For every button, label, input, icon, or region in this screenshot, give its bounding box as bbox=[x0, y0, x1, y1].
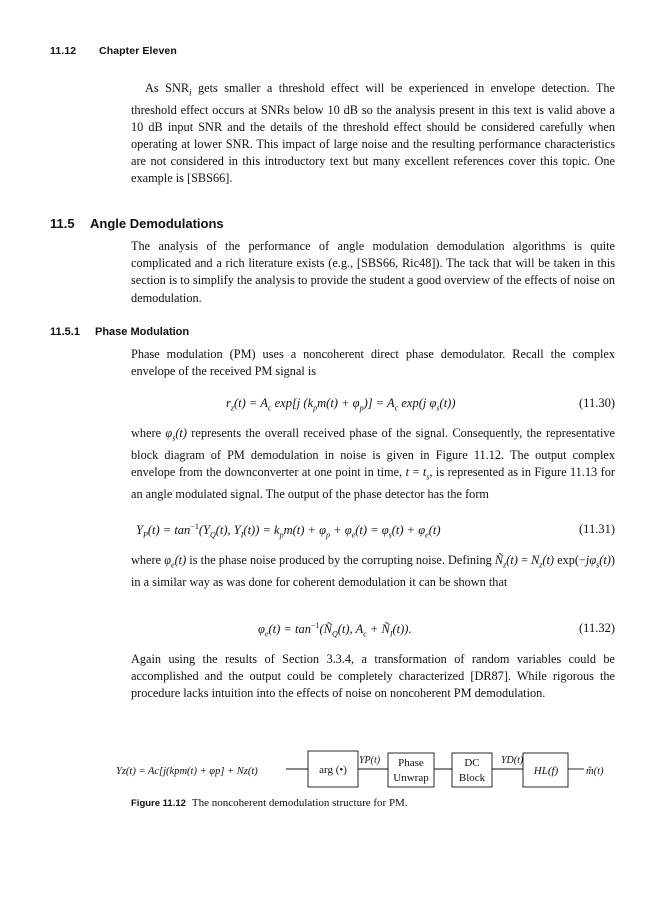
signal-yp-label: YP(t) bbox=[359, 755, 381, 766]
equation-number: (11.31) bbox=[579, 522, 615, 536]
section-heading-angle-demodulations bbox=[50, 216, 224, 231]
subsection-heading-phase-modulation bbox=[50, 326, 189, 338]
paragraph-angle: The analysis of the performance of angle modulation demodulation algorithms is quite complicated and a rich literature exists (e.g., [SBS66, Ric48]). The tack that will be taken in this section is to simplify the analysis to provide the student a good overview of the effects of noise on demodulation. bbox=[131, 239, 615, 305]
equation-body: $\varphi_e(t)$ = $\tan^{-1}(Ñ_Q(t)$, $A_c$ + $Ñ_I(t)$). bbox=[258, 621, 412, 639]
block-phase-label-2: Unwrap bbox=[393, 772, 429, 784]
equation-11-32 bbox=[131, 621, 615, 639]
equation-11-30 bbox=[131, 396, 615, 414]
equation-11-31 bbox=[131, 522, 615, 540]
block-diagram bbox=[116, 744, 616, 794]
block-filter-label: HL(f) bbox=[533, 765, 559, 777]
equation-body: $Y_P(t) = \tan^{-1}(Y_Q(t)$, $Y_I(t)) = k_pm(t) + \varphi_p + \varphi_e(t) = \varphi_s(t) + \varphi_e(t)$ bbox=[136, 522, 441, 540]
signal-yd-label: YD(t) bbox=[501, 755, 524, 766]
chapter-title: Chapter Eleven bbox=[99, 45, 177, 57]
running-header bbox=[50, 45, 177, 57]
equation-body: $r_z(t) = A_c$ exp[j $(k_pm(t) + \varphi_p)] = A_c$ exp(j $\varphi_s(t)$) bbox=[226, 396, 456, 413]
block-dc-label-1: DC bbox=[464, 757, 480, 769]
section-number: 11.5 bbox=[50, 216, 75, 231]
paragraph-intro: As $SNR_i$ gets smaller a threshold effect will be experienced in envelope detection. The threshold effect occurs at SNRs below 10 dB so the analysis present in this text is valid above a 10 dB input SNR and the details of the threshold effect should be considered carefully when operating at lower SNR. This impact of large noise and the resulting performance characteristics are not considered in this introductory text but many excellent references cover this topic. One example is [SBS66]. bbox=[131, 81, 615, 186]
block-arg-label: arg (•) bbox=[319, 764, 347, 776]
equation-number: (11.32) bbox=[579, 621, 615, 635]
figure-caption-text: The noncoherent demodulation structure for PM. bbox=[191, 797, 408, 809]
figure-caption bbox=[131, 797, 408, 809]
paragraph-after-11-32: Again using the results of Section 3.3.4, a transformation of random variables could be accomplished and the output could be completely characterized [DR87]. While rigorous the procedure lacks intuition into the effects of noise on noncoherent PM demodulation. bbox=[131, 652, 615, 701]
subsection-title: Phase Modulation bbox=[95, 326, 190, 338]
page-number: 11.12 bbox=[50, 45, 77, 57]
output-signal-label: m̂(t) bbox=[586, 766, 604, 777]
block-phase-label-1: Phase bbox=[398, 757, 424, 769]
equation-number: (11.30) bbox=[579, 396, 615, 410]
input-signal-label: Yz(t) = Ac[j(kpm(t) + φp] + Nz(t) bbox=[116, 766, 258, 777]
paragraph-pm-intro: Phase modulation (PM) uses a noncoherent direct phase demodulator. Recall the complex envelope of the received PM signal is bbox=[131, 347, 615, 379]
figure-label: Figure 11.12 bbox=[131, 798, 186, 809]
section-title: Angle Demodulations bbox=[90, 216, 224, 231]
block-dc-label-2: Block bbox=[458, 772, 486, 784]
paragraph-after-11-31: where $\varphi_e(t)$ is the phase noise produced by the corrupting noise. Defining $Ñ_z(t) = N_z(t)$ $\exp(-j\varphi_s(t))$ in a similar way as was done for coherent demodulation it can be shown that bbox=[131, 553, 615, 589]
subsection-number: 11.5.1 bbox=[50, 326, 80, 338]
paragraph-after-11-30: where $\varphi_s(t)$ represents the overall received phase of the signal. Consequently, the representative block diagram of PM demodulation in noise is given in Figure 11.12. The output complex envelope from the downconverter at one point in time, $t = t_s$, is represented as in Figure 11.13 for an angle modulated signal. The output of the phase detector has the form bbox=[131, 426, 615, 501]
